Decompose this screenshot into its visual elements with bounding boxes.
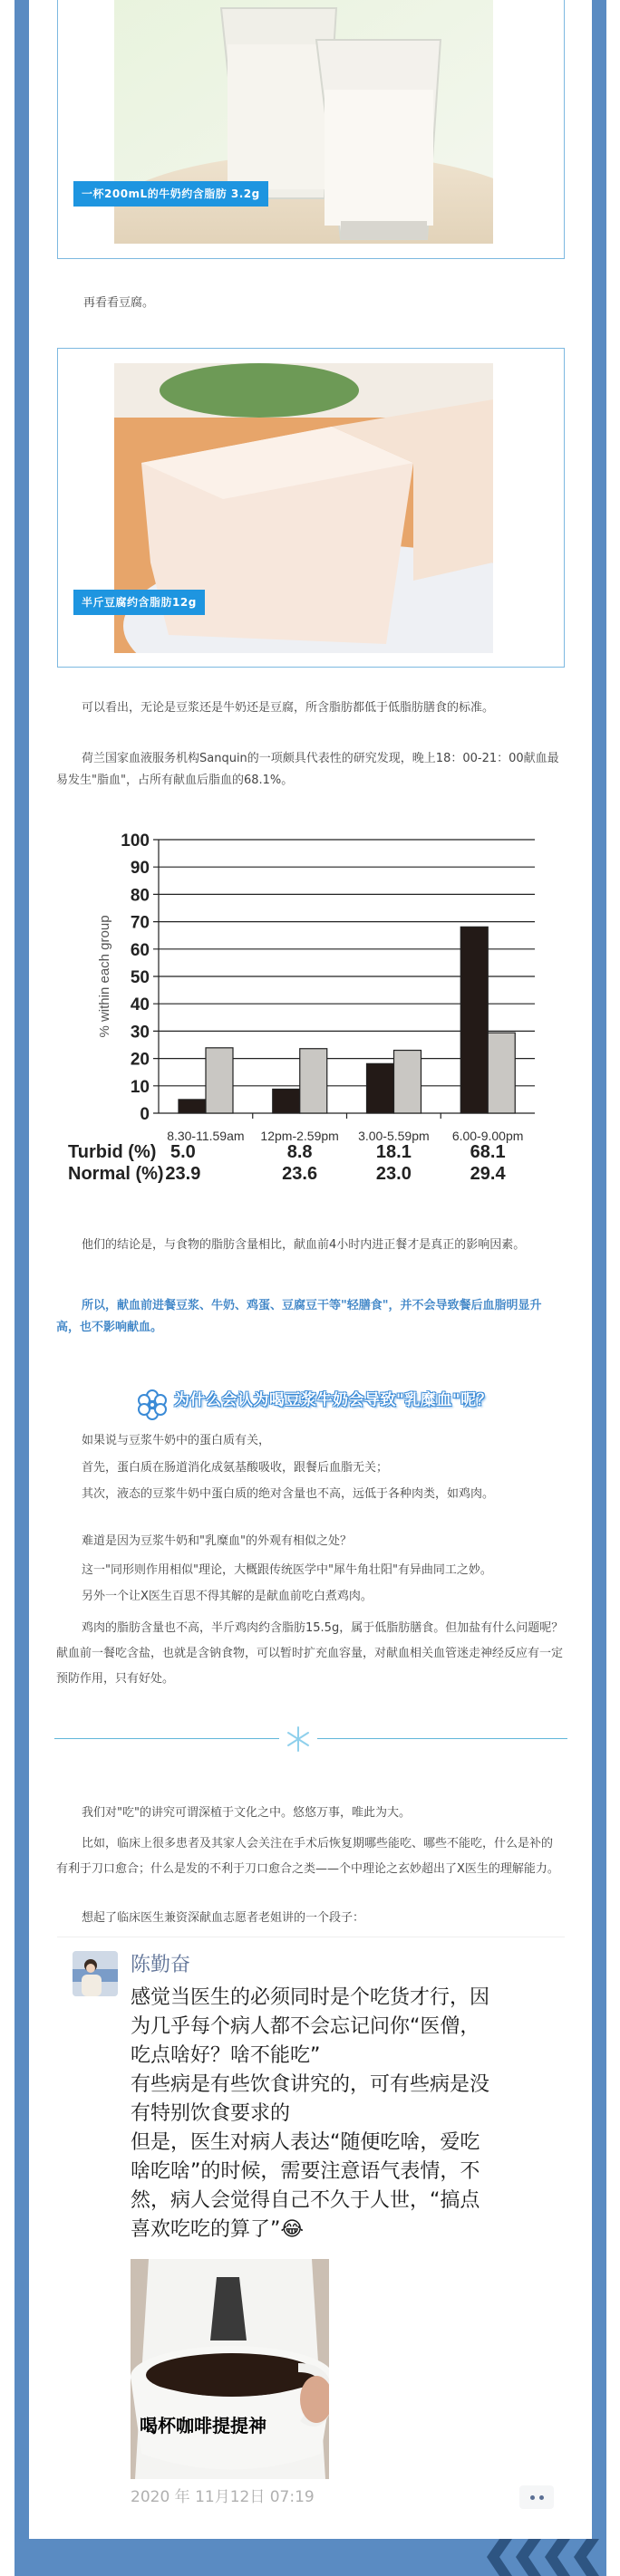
tofu-figure-frame [57, 348, 565, 668]
paragraph-conclusion: 他们的结论是，与食物的脂肪含量相比，献血前4小时内进正餐才是真正的影响因素。 [82, 1238, 526, 1252]
divider-line-left [54, 1738, 279, 1739]
divider-line-right [317, 1738, 567, 1739]
section-line-6: 另外一个让X医生百思不得其解的是献血前吃白煮鸡肉。 [82, 1590, 373, 1603]
snowflake-divider [54, 1725, 567, 1753]
post-line-3: 但是，医生对病人表达“随便吃啥，爱吃啥吃啥”的时候，需要注意语气表情，不然，病人会觉得自己不久于人世，“搞点喜欢吃吃的算了”😂 [131, 2131, 480, 2241]
section-line-2: 首先，蛋白质在肠道消化成氨基酸吸收，跟餐后血脂无关； [82, 1461, 389, 1475]
milk-photo [114, 0, 493, 244]
svg-text:70: 70 [130, 913, 150, 933]
svg-text:30: 30 [130, 1023, 150, 1043]
snowflake-divider-icon [286, 1725, 310, 1753]
svg-text:80: 80 [130, 886, 150, 906]
tofu-intro-text: 再看看豆腐。 [83, 296, 155, 310]
svg-text:8.8: 8.8 [286, 1142, 313, 1162]
svg-text:90: 90 [130, 859, 150, 879]
milk-caption: 一杯200mL的牛奶约含脂肪 3.2g [73, 181, 268, 207]
section-line-3: 其次，液态的豆浆牛奶中蛋白质的绝对含量也不高，远低于各种肉类，如鸡肉。 [82, 1487, 495, 1501]
svg-text:29.4: 29.4 [470, 1164, 506, 1184]
bar-chart [63, 806, 535, 1196]
dot-icon [539, 2495, 544, 2500]
svg-text:6.00-9.00pm: 6.00-9.00pm [451, 1129, 524, 1143]
tofu-caption: 半斤豆腐约含脂肪12g [73, 590, 205, 615]
svg-text:Normal (%): Normal (%) [68, 1164, 164, 1184]
paragraph-highlight: 所以，献血前进餐豆浆、牛奶、鸡蛋、豆腐豆干等"轻膳食"，并不会导致餐后血脂明显升高，也不影响献血。 [56, 1299, 542, 1334]
page-border-left [15, 0, 29, 2576]
post-body [131, 1984, 493, 2244]
svg-text:23.9: 23.9 [165, 1164, 201, 1184]
post-timestamp: 2020 年 11月12日 07:19 [131, 2488, 315, 2506]
post-line-1: 感觉当医生的必须同时是个吃货才行，因为几乎每个病人都不会忘记问你“医僧，吃点啥好？啥不能吃” [131, 1986, 490, 2067]
svg-text:23.0: 23.0 [375, 1164, 412, 1184]
avatar-image [73, 1951, 118, 1996]
svg-text:40: 40 [130, 995, 150, 1015]
page-border-bottom [15, 2539, 606, 2576]
snowflake-icon [136, 1389, 169, 1421]
milk-figure-frame [57, 0, 565, 259]
culture-line-1: 我们对"吃"的讲究可谓深植于文化之中。悠悠万事，唯此为大。 [82, 1806, 411, 1820]
svg-text:3.00-5.59pm: 3.00-5.59pm [358, 1129, 430, 1143]
avatar[interactable] [73, 1951, 118, 1996]
dot-icon [530, 2495, 535, 2500]
svg-text:0: 0 [140, 1105, 150, 1124]
svg-text:12pm-2.59pm: 12pm-2.59pm [260, 1129, 339, 1143]
paragraph-fat-standard: 可以看出，无论是豆浆还是牛奶还是豆腐，所含脂肪都低于低脂肪膳食的标准。 [82, 701, 495, 715]
lipemia-time-chart [63, 806, 535, 1196]
milk-glasses-image [114, 0, 493, 244]
culture-line-2: 比如，临床上很多患者及其家人会关注在手术后恢复期哪些能吃、哪些不能吃，什么是补的有利于刀口愈合；什么是发的不利于刀口愈合之类——个中理论之玄妙超出了X医生的理解能力。 [56, 1837, 559, 1876]
paragraph-sanquin-study: 荷兰国家血液服务机构Sanquin的一项颇具代表性的研究发现，晚上18：00-21：00献血最易发生"脂血"，占所有献血后脂血的68.1%。 [56, 752, 559, 787]
chevron-decoration-icon [480, 2539, 606, 2576]
meme-text: 喝杯咖啡提提神 [140, 2415, 266, 2437]
section-line-7: 鸡肉的脂肪含量也不高，半斤鸡肉约含脂肪15.5g，属于低脂肪膳食。但加盐有什么问题呢？献血前一餐吃含盐，也就是含钠食物，可以暂时扩充血容量，对献血相关血管迷走神经反应有一定预防作用，只有好处。 [56, 1621, 564, 1686]
svg-text:23.6: 23.6 [282, 1164, 318, 1184]
more-actions-button[interactable] [519, 2485, 554, 2509]
post-meme-image[interactable] [131, 2259, 329, 2479]
section-line-5: 这一"同形则作用相似"理论，大概跟传统医学中"犀牛角壮阳"有异曲同工之妙。 [82, 1563, 492, 1577]
post-line-2: 有些病是有些饮食讲究的，可有些病是没有特别饮食要求的 [131, 2073, 490, 2125]
section-heading-text: 为什么会认为喝豆浆牛奶会导致"乳糜血"呢？ [174, 1391, 493, 1409]
svg-text:5.0: 5.0 [170, 1142, 196, 1162]
svg-text:100: 100 [121, 831, 150, 851]
svg-text:% within each group: % within each group [97, 915, 112, 1038]
svg-text:60: 60 [130, 940, 150, 960]
post-author[interactable]: 陈勤奋 [131, 1954, 191, 1976]
svg-text:10: 10 [130, 1077, 150, 1097]
svg-text:18.1: 18.1 [375, 1142, 412, 1162]
section-line-1: 如果说与豆浆牛奶中的蛋白质有关， [82, 1434, 271, 1447]
svg-text:68.1: 68.1 [470, 1142, 506, 1162]
page-border-right [592, 0, 606, 2576]
svg-text:20: 20 [130, 1050, 150, 1070]
coffee-cup-meme [131, 2259, 329, 2479]
svg-text:Turbid (%): Turbid (%) [68, 1142, 157, 1162]
section-line-4: 难道是因为豆浆牛奶和"乳糜血"的外观有相似之处？ [82, 1534, 352, 1548]
svg-text:50: 50 [130, 968, 150, 987]
svg-text:8.30-11.59am: 8.30-11.59am [167, 1129, 245, 1143]
culture-line-3: 想起了临床医生兼资深献血志愿者老姐讲的一个段子： [82, 1911, 365, 1925]
